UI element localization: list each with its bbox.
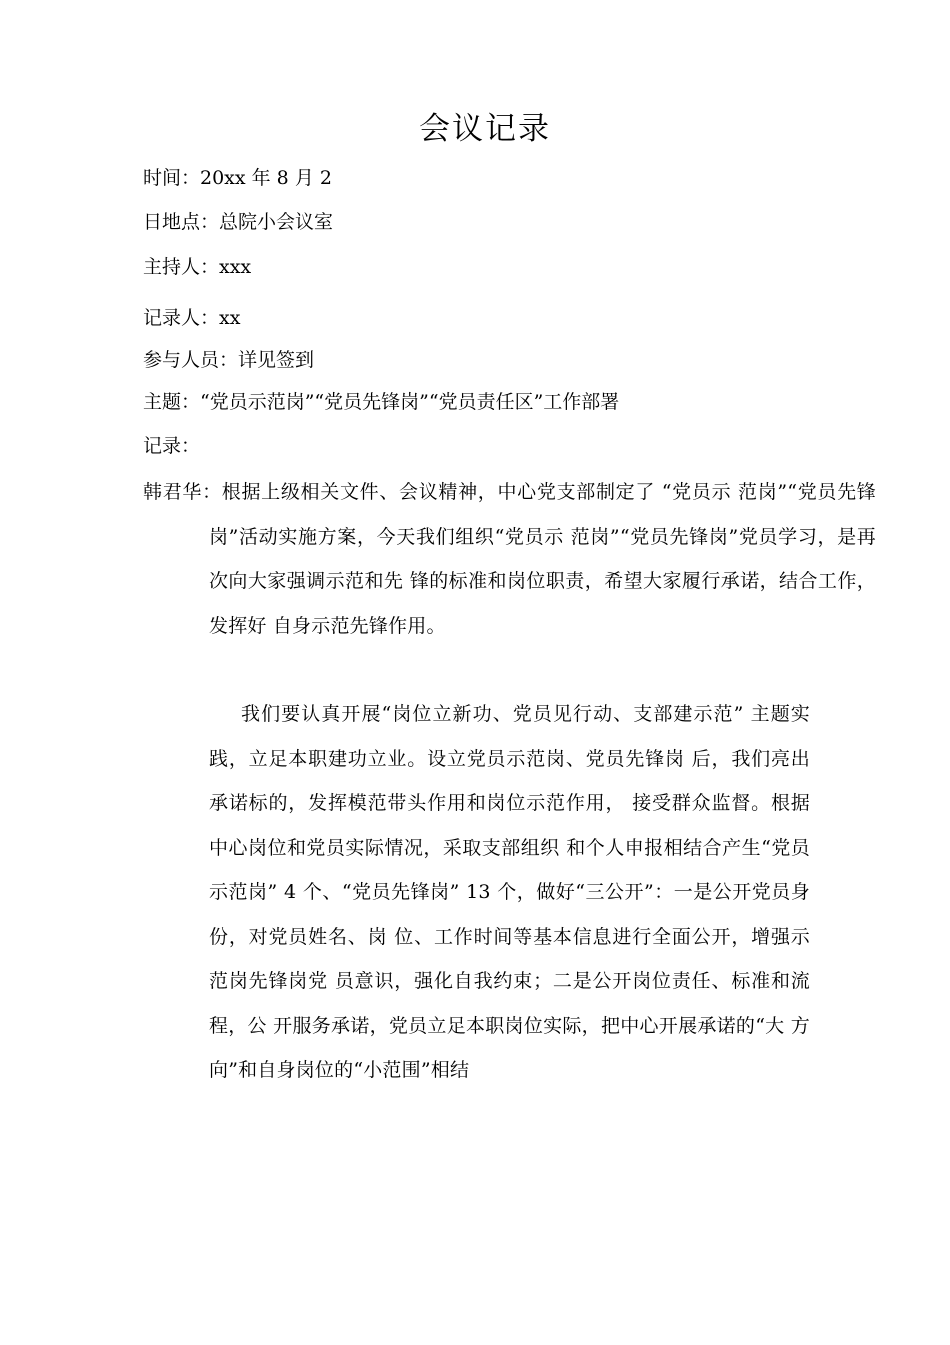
record-label: 记录： xyxy=(143,435,201,457)
document-title: 会议记录 xyxy=(419,111,551,147)
meeting-place: 日地点：总院小会议室 xyxy=(143,211,334,233)
meeting-time: 时间：20xx 年 8 月 2 xyxy=(143,167,332,189)
meeting-attendees: 参与人员：详见签到 xyxy=(143,349,315,371)
meeting-recorder: 记录人：xx xyxy=(143,307,241,329)
speech-paragraph-1: 韩君华：根据上级相关文件、会议精神，中心党支部制定了 “党员示 范岗”“党员先锋岗”活动实施方案，今天我们组织“党员示 范岗”“党员先锋岗”党员学习，是再次向大家强调示范和先 锋的标准和岗位职责，希望大家履行承诺，结合工作，发挥好 自身示范先锋作用。 xyxy=(143,481,876,637)
speech-paragraph-2: 我们要认真开展“岗位立新功、党员见行动、支部建示范” 主题实践，立足本职建功立业。设立党员示范岗、党员先锋岗 后，我们亮出承诺标的，发挥模范带头作用和岗位示范作用， 接受群众监督。根据中心岗位和党员实际情况，采取支部组织 和个人申报相结合产生“党员示范岗” 4 个、“党员先锋岗” 13 个，做好“三公开”：一是公开党员身份，对党员姓名、岗 位、工作时间等基本信息进行全面公开，增强示范岗先锋岗党 员意识，强化自我约束；二是公开岗位责任、标准和流程，公 开服务承诺，党员立足本职岗位实际，把中心开展承诺的“大 方向”和自身岗位的“小范围”相结 xyxy=(209,703,810,1081)
meeting-topic: 主题：“党员示范岗”“党员先锋岗”“党员责任区”工作部署 xyxy=(143,391,620,413)
meeting-host: 主持人：xxx xyxy=(143,256,252,278)
